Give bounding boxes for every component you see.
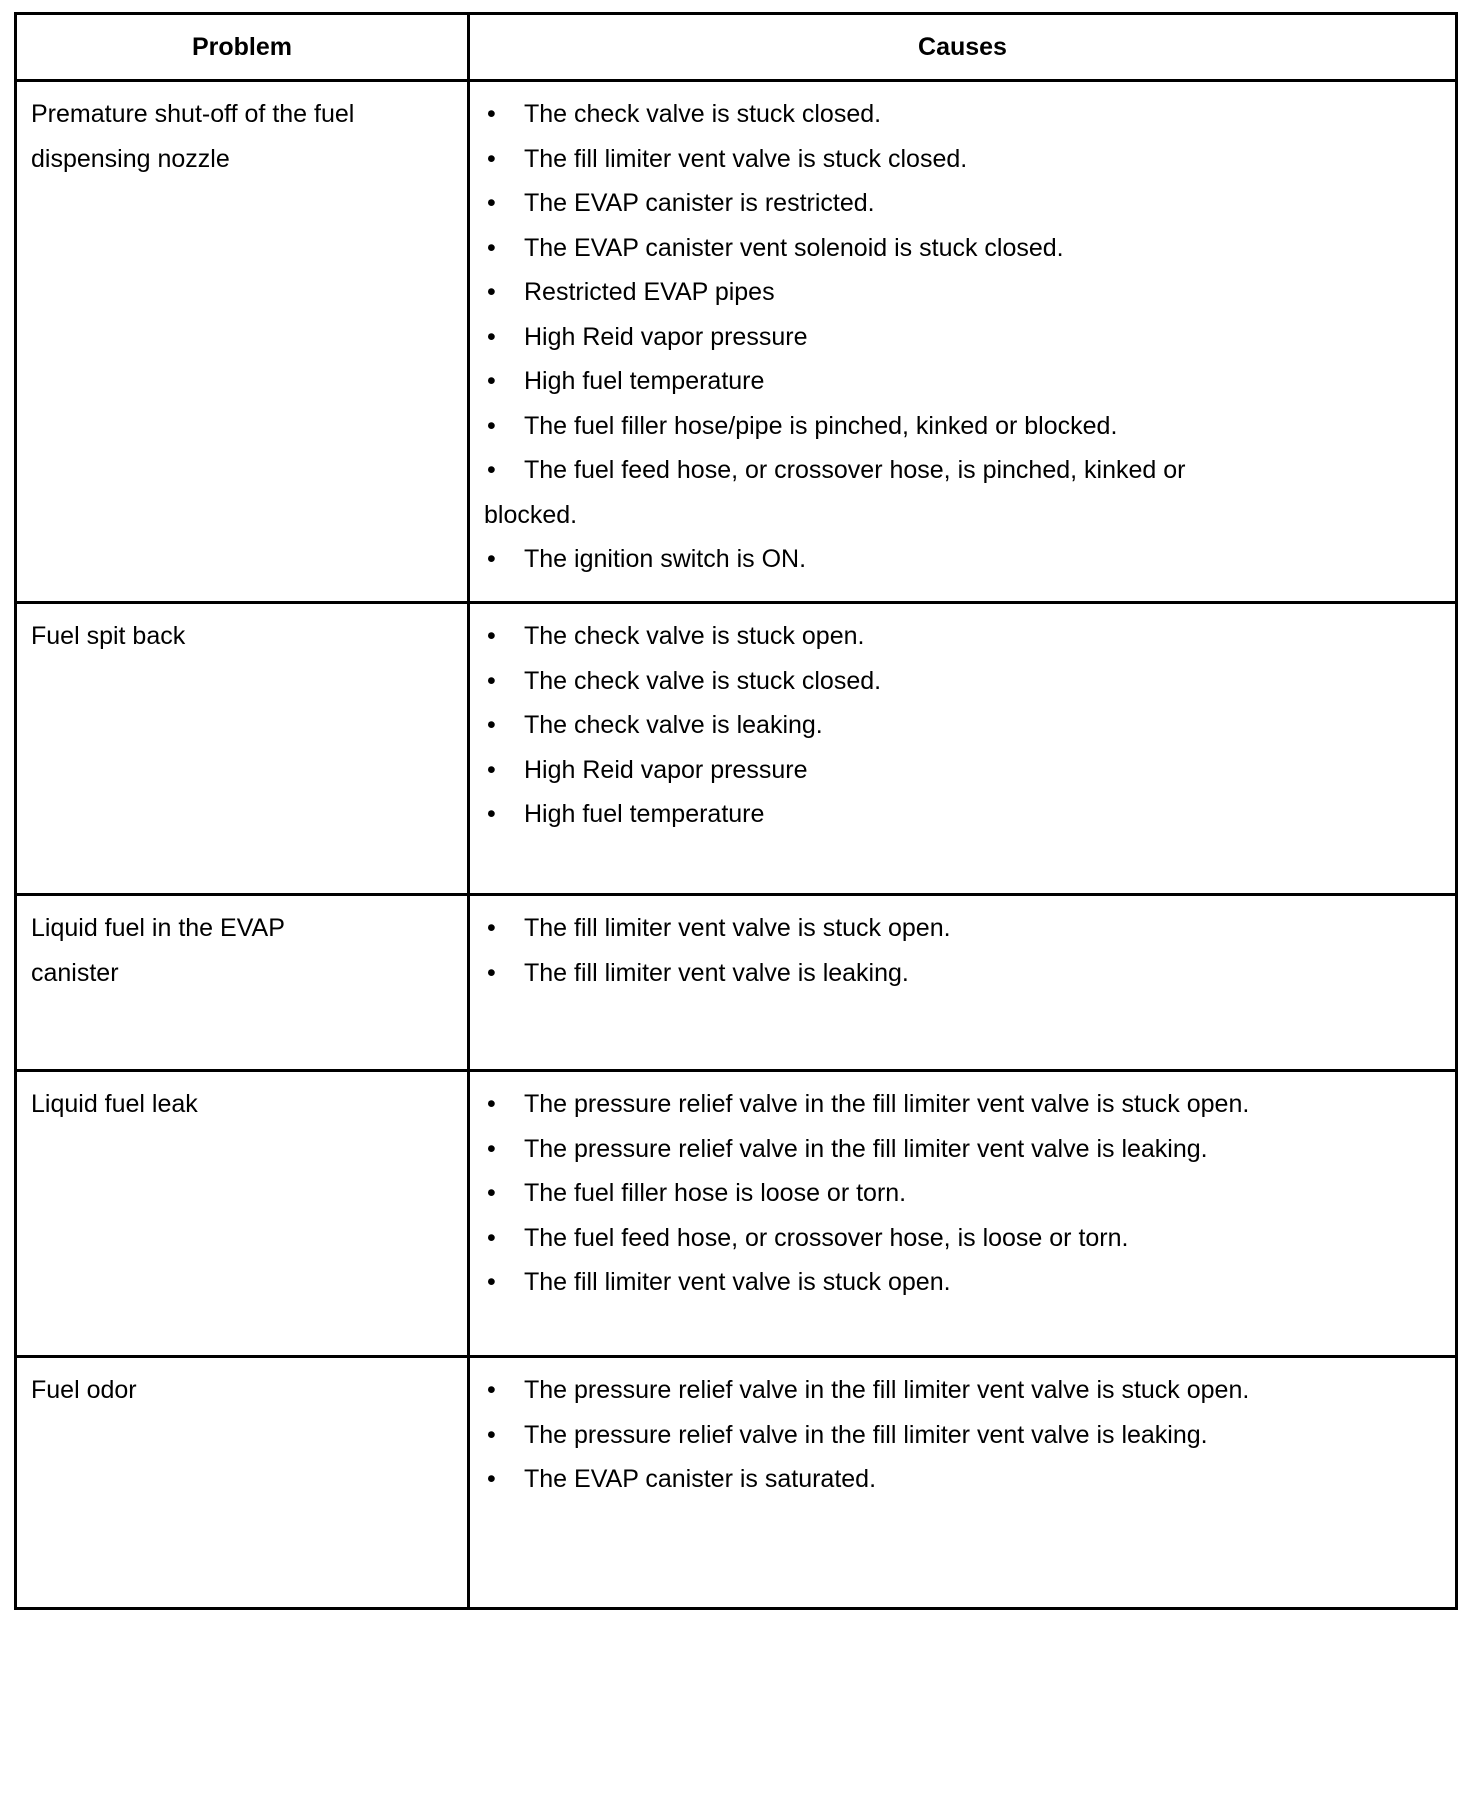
causes-cell [469, 1071, 1457, 1357]
cause-item: • The pressure relief valve in the fill limiter vent valve is leaking. [484, 1413, 1441, 1458]
cause-item: • The ignition switch is ON. [484, 537, 1441, 582]
causes-list [484, 614, 1441, 837]
problem-cell [16, 1357, 469, 1609]
causes-cell [469, 895, 1457, 1071]
causes-column-header: Causes [469, 14, 1457, 81]
header-row [16, 14, 1457, 81]
cause-item: • The fill limiter vent valve is stuck open. [484, 906, 1441, 951]
cause-item: • The EVAP canister is saturated. [484, 1457, 1441, 1502]
cause-item: • The fuel filler hose is loose or torn. [484, 1171, 1441, 1216]
cause-item: • High fuel temperature [484, 359, 1441, 404]
causes-cell [469, 603, 1457, 895]
problem-text: Fuel odor [31, 1376, 137, 1404]
problem-column-header: Problem [16, 14, 469, 81]
cause-item: • The fill limiter vent valve is stuck closed. [484, 137, 1441, 182]
cause-item: • The fuel filler hose/pipe is pinched, kinked or blocked. [484, 404, 1441, 449]
cause-item: • The fuel feed hose, or crossover hose, is pinched, kinked or blocked. [484, 448, 1441, 537]
cause-item: • The pressure relief valve in the fill limiter vent valve is stuck open. [484, 1082, 1441, 1127]
cause-item: • High Reid vapor pressure [484, 315, 1441, 360]
table-row [16, 81, 1457, 603]
cause-item: • The check valve is stuck closed. [484, 92, 1441, 137]
table-row [16, 603, 1457, 895]
causes-list [484, 906, 1441, 995]
cause-item: • The check valve is stuck open. [484, 614, 1441, 659]
cause-item: • The fill limiter vent valve is stuck open. [484, 1260, 1441, 1305]
table-row [16, 1357, 1457, 1609]
causes-cell [469, 1357, 1457, 1609]
problem-text: Fuel spit back [31, 622, 186, 650]
cause-item: • Restricted EVAP pipes [484, 270, 1441, 315]
cause-item: • The EVAP canister vent solenoid is stuck closed. [484, 226, 1441, 271]
problem-cell [16, 603, 469, 895]
causes-list [484, 1368, 1441, 1502]
cause-item: • The pressure relief valve in the fill limiter vent valve is leaking. [484, 1127, 1441, 1172]
cause-item: • The fill limiter vent valve is leaking. [484, 951, 1441, 996]
problem-cell [16, 1071, 469, 1357]
cause-item: • High fuel temperature [484, 792, 1441, 837]
table-row [16, 1071, 1457, 1357]
problem-cell [16, 81, 469, 603]
cause-item: • The pressure relief valve in the fill limiter vent valve is stuck open. [484, 1368, 1441, 1413]
cause-item: • The check valve is stuck closed. [484, 659, 1441, 704]
problem-text: Premature shut-off of the fuel dispensing nozzle [31, 100, 355, 173]
cause-item: • The EVAP canister is restricted. [484, 181, 1441, 226]
problem-text: Liquid fuel leak [31, 1090, 198, 1118]
cause-item: • The check valve is leaking. [484, 703, 1441, 748]
causes-list [484, 92, 1441, 582]
causes-cell [469, 81, 1457, 603]
problem-text: Liquid fuel in the EVAP canister [31, 914, 285, 987]
diagnostic-table [14, 12, 1458, 1610]
table-row [16, 895, 1457, 1071]
causes-list [484, 1082, 1441, 1305]
cause-item: • High Reid vapor pressure [484, 748, 1441, 793]
cause-item: • The fuel feed hose, or crossover hose, is loose or torn. [484, 1216, 1441, 1261]
problem-cell [16, 895, 469, 1071]
